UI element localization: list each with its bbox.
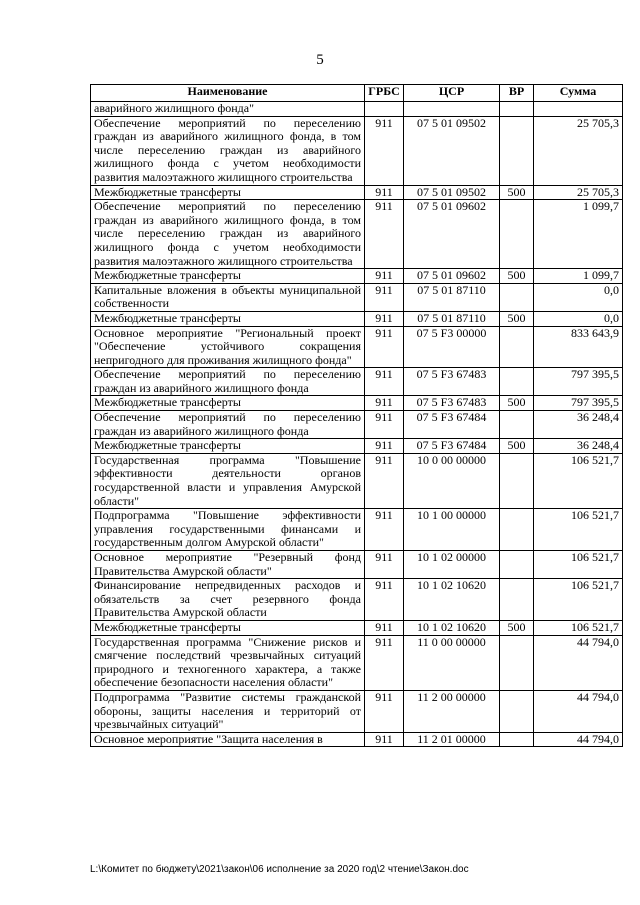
cell-csr: 07 5 01 09602 xyxy=(404,200,500,269)
cell-grbs: 911 xyxy=(365,690,404,732)
table-row xyxy=(91,326,623,368)
cell-csr: 10 1 02 10620 xyxy=(404,579,500,621)
cell-vr xyxy=(500,368,534,396)
cell-vr xyxy=(500,411,534,439)
cell-vr xyxy=(500,102,534,117)
cell-csr: 07 5 01 09502 xyxy=(404,185,500,200)
table-row xyxy=(91,509,623,551)
cell-grbs: 911 xyxy=(365,411,404,439)
cell-name: Финансирование непредвиденных расходов и обязательств за счет резервного фонда Правительства Амурской области xyxy=(91,579,365,621)
cell-grbs: 911 xyxy=(365,200,404,269)
cell-csr: 10 1 02 10620 xyxy=(404,620,500,635)
cell-vr: 500 xyxy=(500,185,534,200)
header-csr: ЦСР xyxy=(404,85,500,102)
table-row xyxy=(91,311,623,326)
table-row xyxy=(91,185,623,200)
cell-name: Основное мероприятие "Защита населения в xyxy=(91,732,365,747)
cell-sum: 106 521,7 xyxy=(534,579,623,621)
cell-grbs: 911 xyxy=(365,368,404,396)
table-row xyxy=(91,579,623,621)
cell-sum: 797 395,5 xyxy=(534,396,623,411)
cell-vr xyxy=(500,690,534,732)
cell-csr: 07 5 01 87110 xyxy=(404,283,500,311)
cell-grbs: 911 xyxy=(365,453,404,508)
cell-name: Межбюджетные трансферты xyxy=(91,439,365,454)
cell-name: Обеспечение мероприятий по переселению граждан из аварийного жилищного фонда, в том числе переселению граждан из аварийного жилищного фонда с учетом необходимости развития малоэтажного жилищного строительства xyxy=(91,116,365,185)
cell-name: Межбюджетные трансферты xyxy=(91,185,365,200)
cell-csr: 07 5 F3 67484 xyxy=(404,411,500,439)
page-number: 5 xyxy=(316,52,324,68)
cell-vr xyxy=(500,579,534,621)
table-row xyxy=(91,283,623,311)
table-row xyxy=(91,396,623,411)
header-vr: ВР xyxy=(500,85,534,102)
cell-vr: 500 xyxy=(500,439,534,454)
cell-sum: 106 521,7 xyxy=(534,620,623,635)
file-path-footer: L:\Комитет по бюджету\2021\закон\06 исполнение за 2020 год\2 чтение\Закон.doc xyxy=(90,864,469,875)
cell-csr: 07 5 01 09502 xyxy=(404,116,500,185)
cell-csr: 07 5 F3 67483 xyxy=(404,368,500,396)
table-body xyxy=(91,102,623,747)
table-row xyxy=(91,453,623,508)
cell-sum: 1 099,7 xyxy=(534,200,623,269)
cell-vr xyxy=(500,283,534,311)
cell-vr: 500 xyxy=(500,269,534,284)
cell-sum: 25 705,3 xyxy=(534,185,623,200)
cell-grbs: 911 xyxy=(365,620,404,635)
cell-name: Обеспечение мероприятий по переселению граждан из аварийного жилищного фонда xyxy=(91,368,365,396)
cell-name: Межбюджетные трансферты xyxy=(91,620,365,635)
cell-name: Государственная программа "Повышение эффективности деятельности органов государственной власти и управления Амурской области" xyxy=(91,453,365,508)
table-row xyxy=(91,620,623,635)
cell-vr xyxy=(500,200,534,269)
budget-table xyxy=(90,84,623,747)
cell-sum: 1 099,7 xyxy=(534,269,623,284)
cell-name: Основное мероприятие "Резервный фонд Правительства Амурской области" xyxy=(91,551,365,579)
table-row xyxy=(91,635,623,690)
cell-grbs: 911 xyxy=(365,732,404,747)
table-header-row xyxy=(91,85,623,102)
cell-grbs: 911 xyxy=(365,509,404,551)
cell-vr: 500 xyxy=(500,396,534,411)
cell-grbs: 911 xyxy=(365,283,404,311)
cell-vr xyxy=(500,509,534,551)
cell-name: Межбюджетные трансферты xyxy=(91,396,365,411)
cell-vr xyxy=(500,326,534,368)
table-row xyxy=(91,368,623,396)
cell-csr: 07 5 F3 00000 xyxy=(404,326,500,368)
cell-csr: 11 0 00 00000 xyxy=(404,635,500,690)
cell-name: Подпрограмма "Повышение эффективности управления государственными финансами и государственным долгом Амурской области" xyxy=(91,509,365,551)
cell-vr xyxy=(500,453,534,508)
cell-csr: 10 0 00 00000 xyxy=(404,453,500,508)
cell-sum: 0,0 xyxy=(534,311,623,326)
table-row xyxy=(91,116,623,185)
cell-csr: 07 5 01 09602 xyxy=(404,269,500,284)
cell-sum: 36 248,4 xyxy=(534,411,623,439)
cell-grbs: 911 xyxy=(365,116,404,185)
cell-sum: 44 794,0 xyxy=(534,635,623,690)
table-row xyxy=(91,551,623,579)
cell-name: Государственная программа "Снижение рисков и смягчение последствий чрезвычайных ситуаций природного и техногенного характера, а также обеспечение безопасности населения области" xyxy=(91,635,365,690)
cell-grbs: 911 xyxy=(365,269,404,284)
cell-sum: 106 521,7 xyxy=(534,551,623,579)
cell-name: Основное мероприятие "Региональный проект "Обеспечение устойчивого сокращения непригодного для проживания жилищного фонда" xyxy=(91,326,365,368)
cell-grbs: 911 xyxy=(365,396,404,411)
cell-csr: 07 5 F3 67484 xyxy=(404,439,500,454)
cell-grbs xyxy=(365,102,404,117)
cell-grbs: 911 xyxy=(365,185,404,200)
cell-sum: 833 643,9 xyxy=(534,326,623,368)
table-row xyxy=(91,732,623,747)
cell-name: Обеспечение мероприятий по переселению граждан из аварийного жилищного фонда xyxy=(91,411,365,439)
table-row xyxy=(91,200,623,269)
table-row xyxy=(91,269,623,284)
cell-csr: 07 5 F3 67483 xyxy=(404,396,500,411)
cell-grbs: 911 xyxy=(365,311,404,326)
cell-grbs: 911 xyxy=(365,579,404,621)
cell-name: Межбюджетные трансферты xyxy=(91,311,365,326)
cell-vr xyxy=(500,116,534,185)
cell-csr: 11 2 01 00000 xyxy=(404,732,500,747)
cell-name: Капитальные вложения в объекты муниципальной собственности xyxy=(91,283,365,311)
cell-grbs: 911 xyxy=(365,551,404,579)
cell-csr: 10 1 00 00000 xyxy=(404,509,500,551)
table-row xyxy=(91,439,623,454)
cell-name: Подпрограмма "Развитие системы гражданской обороны, защиты населения и территорий от чрезвычайных ситуаций" xyxy=(91,690,365,732)
cell-grbs: 911 xyxy=(365,635,404,690)
table-row xyxy=(91,690,623,732)
cell-sum: 25 705,3 xyxy=(534,116,623,185)
cell-vr: 500 xyxy=(500,311,534,326)
cell-name: Обеспечение мероприятий по переселению граждан из аварийного жилищного фонда, в том числе переселению граждан из аварийного жилищного фонда с учетом необходимости развития малоэтажного жилищного строительства xyxy=(91,200,365,269)
cell-vr xyxy=(500,732,534,747)
table-row xyxy=(91,102,623,117)
header-sum: Сумма xyxy=(534,85,623,102)
cell-csr: 07 5 01 87110 xyxy=(404,311,500,326)
header-name: Наименование xyxy=(91,85,365,102)
cell-csr: 11 2 00 00000 xyxy=(404,690,500,732)
cell-grbs: 911 xyxy=(365,326,404,368)
cell-vr: 500 xyxy=(500,620,534,635)
cell-sum: 36 248,4 xyxy=(534,439,623,454)
cell-sum: 44 794,0 xyxy=(534,732,623,747)
cell-name: аварийного жилищного фонда" xyxy=(91,102,365,117)
cell-sum: 44 794,0 xyxy=(534,690,623,732)
cell-sum: 0,0 xyxy=(534,283,623,311)
cell-sum: 106 521,7 xyxy=(534,509,623,551)
header-grbs: ГРБС xyxy=(365,85,404,102)
cell-vr xyxy=(500,551,534,579)
cell-csr xyxy=(404,102,500,117)
cell-vr xyxy=(500,635,534,690)
cell-name: Межбюджетные трансферты xyxy=(91,269,365,284)
cell-grbs: 911 xyxy=(365,439,404,454)
cell-csr: 10 1 02 00000 xyxy=(404,551,500,579)
cell-sum: 106 521,7 xyxy=(534,453,623,508)
cell-sum xyxy=(534,102,623,117)
table-row xyxy=(91,411,623,439)
cell-sum: 797 395,5 xyxy=(534,368,623,396)
